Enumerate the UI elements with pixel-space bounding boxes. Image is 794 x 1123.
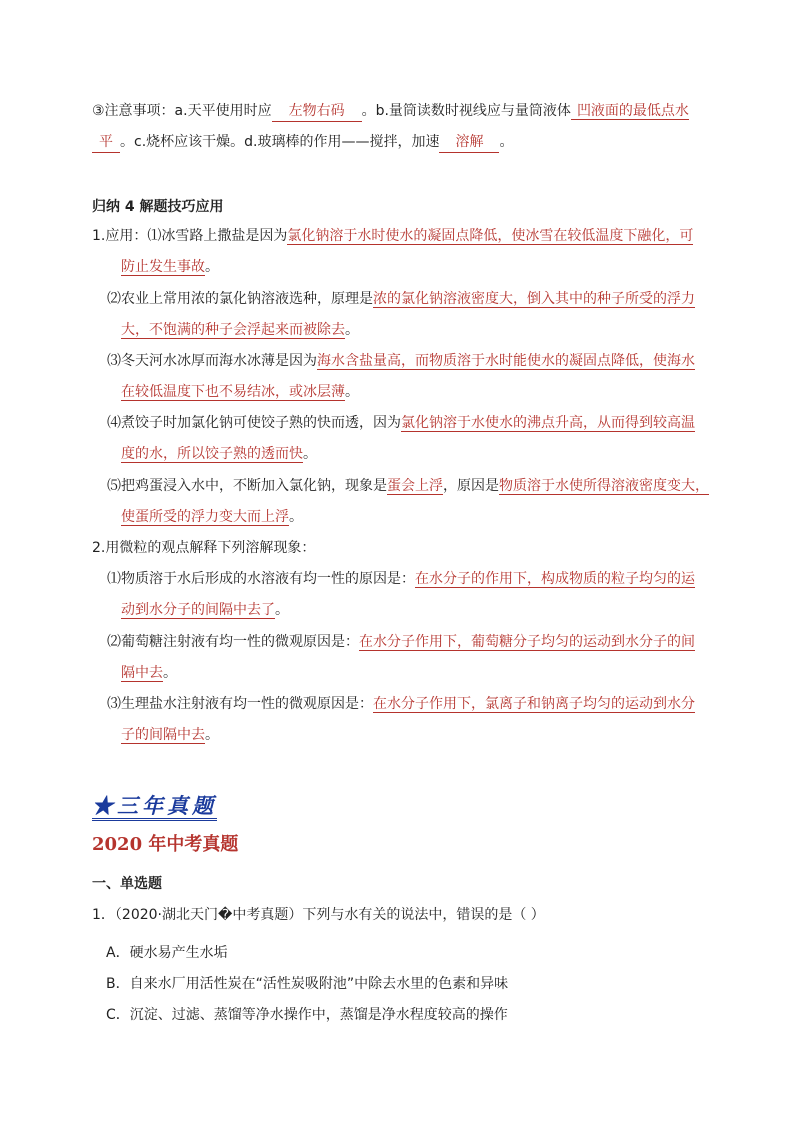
q2-1-line-a — [107, 569, 695, 589]
punctuation: 。 — [205, 259, 219, 275]
note-line-2 — [92, 132, 513, 153]
option-a: A．硬水易产生水垢 — [106, 945, 228, 961]
answer-blank: 溶解 — [439, 132, 499, 153]
question-text: ⑸把鸡蛋浸入水中，不断加入氯化钠，现象是 — [107, 478, 387, 494]
answer-blank: 度的水，所以饺子熟的透而快 — [121, 446, 303, 462]
q1-2-line-a — [107, 289, 695, 309]
note-text: 。b.量筒读数时视线应与量筒液体 — [361, 103, 571, 119]
answer-blank: 平 — [92, 132, 120, 153]
answer-blank: 大，不饱满的种子会浮起来而被除去 — [121, 322, 345, 338]
answer-blank: 隔中去 — [121, 665, 163, 681]
punctuation: 。 — [275, 602, 289, 618]
answer-blank: 动到水分子的间隔中去了 — [121, 602, 275, 618]
q1-5-line-a — [107, 476, 709, 496]
q1-5-line-b — [121, 507, 303, 527]
q1-3-line-b — [121, 382, 359, 402]
punctuation: 。 — [303, 446, 317, 462]
punctuation: 。 — [163, 665, 177, 681]
option-c: C．沉淀、过滤、蒸馏等净水操作中，蒸馏是净水程度较高的操作 — [106, 1007, 508, 1023]
q1-1-line-b — [121, 257, 219, 277]
question-text: ⑶冬天河水冰厚而海水冰薄是因为 — [107, 353, 317, 369]
answer-blank: 蛋会上浮 — [387, 478, 443, 494]
q1-2-line-b — [121, 320, 359, 340]
section-heading: 归纳 4 解题技巧应用 — [92, 199, 224, 215]
answer-blank: 在水分子的作用下，构成物质的粒子均匀的运 — [415, 571, 695, 587]
question-text: ⑷煮饺子时加氯化钠可使饺子熟的快而透，因为 — [107, 415, 401, 431]
question-text: ⑴物质溶于水后形成的水溶液有均一性的原因是： — [107, 571, 415, 587]
answer-blank: 在水分子作用下，氯离子和钠离子均匀的运动到水分 — [373, 696, 695, 712]
answer-blank: 在水分子作用下，葡萄糖分子均匀的运动到水分子的间 — [359, 634, 695, 650]
question-text: 1.应用：⑴冰雪路上撒盐是因为 — [92, 228, 288, 244]
q2-2-line-b — [121, 663, 177, 683]
punctuation: 。 — [289, 509, 303, 525]
three-year-exam-title — [92, 790, 217, 820]
answer-blank: 使蛋所受的浮力变大而上浮 — [121, 509, 289, 525]
answer-blank: 浓的氯化钠溶液密度大，倒入其中的种子所受的浮力 — [373, 291, 695, 307]
question-text: ，原因是 — [443, 478, 499, 494]
q2-intro: 2.用微粒的观点解释下列溶解现象： — [92, 540, 316, 556]
option-b: B．自来水厂用活性炭在“活性炭吸附池”中除去水里的色素和异味 — [106, 976, 509, 992]
note-text: 。c.烧杯应该干燥。d.玻璃棒的作用——搅拌，加速 — [120, 134, 440, 150]
question-text: ⑶生理盐水注射液有均一性的微观原因是： — [107, 696, 373, 712]
punctuation: 。 — [205, 727, 219, 743]
year-exam-title: 2020 年中考真题 — [92, 834, 239, 855]
q1-1-line-a — [92, 226, 693, 246]
answer-blank: 海水含盐量高，而物质溶于水时能使水的凝固点降低，使海水 — [317, 353, 695, 369]
section-label: 一、单选题 — [92, 876, 162, 892]
question-text: ⑵农业上常用浓的氯化钠溶液选种，原理是 — [107, 291, 373, 307]
q2-1-line-b — [121, 600, 289, 620]
question-text: ⑵葡萄糖注射液有均一性的微观原因是： — [107, 634, 359, 650]
answer-blank: 凹液面的最低点水 — [571, 103, 689, 120]
star-title-text: ★三年真题 — [92, 793, 217, 821]
question-stem: 1．（2020·湖北天门�中考真题）下列与水有关的说法中，错误的是（ ） — [92, 907, 545, 923]
punctuation: 。 — [345, 322, 359, 338]
q1-3-line-a — [107, 351, 695, 371]
answer-blank: 防止发生事故 — [121, 259, 205, 275]
note-text: ③注意事项：a.天平使用时应 — [92, 103, 272, 119]
answer-blank: 子的间隔中去 — [121, 727, 205, 743]
note-line-1 — [92, 101, 689, 122]
answer-blank: 物质溶于水使所得溶液密度变大， — [499, 478, 709, 494]
q2-3-line-a — [107, 694, 695, 714]
note-text: 。 — [499, 134, 514, 150]
q2-3-line-b — [121, 725, 219, 745]
answer-blank: 左物右码 — [272, 101, 362, 122]
answer-blank: 氯化钠溶于水使水的沸点升高，从而得到较高温 — [401, 415, 695, 431]
answer-blank: 氯化钠溶于水时使水的凝固点降低，使冰雪在较低温度下融化，可 — [287, 228, 694, 244]
punctuation: 。 — [345, 384, 359, 400]
q1-4-line-a — [107, 413, 695, 433]
answer-blank: 在较低温度下也不易结冰，或冰层薄 — [121, 384, 345, 400]
q2-2-line-a — [107, 632, 695, 652]
q1-4-line-b — [121, 444, 317, 464]
